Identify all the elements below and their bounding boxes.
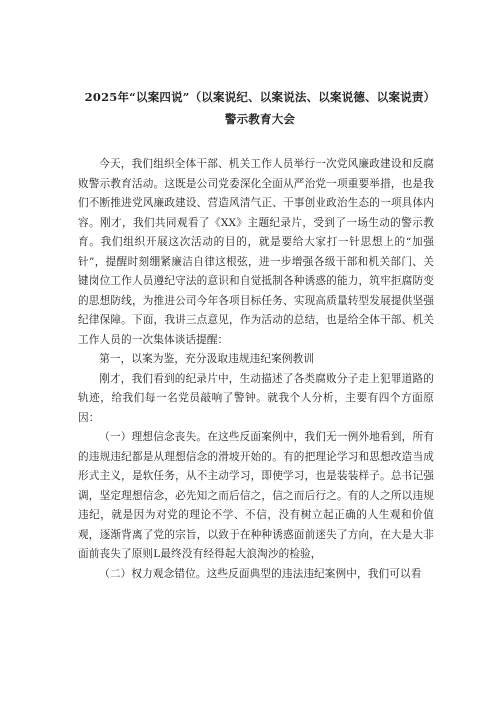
document-title-line-2: 警示教育大会 — [224, 112, 296, 126]
document-body — [78, 155, 434, 584]
paragraph-documentary-analysis: 刚才，我们看到的纪录片中，生动描述了各类腐败分子走上犯罪道路的轨迹，给我们每一名党员敲响了警钟。就我个人分析，主要有四个方面原因： — [78, 372, 434, 424]
section-heading-first: 第一，以案为鉴，充分汲取违规违纪案例教训 — [99, 353, 315, 365]
paragraph-point-one: （一）理想信念丧失。在这些反面案例中，我们无一例外地看到，所有的违规违纪都是从理想信念的滑坡开始的。有的把理论学习和思想改造当成形式主义，是软任务，从不主动学习，即使学习，也是装装样子。总书记强调，坚定理想信念，必先知之而后信之，信之而后行之。有的人之所以违规违纪，就是因为对党的理论不学、不信，没有树立起正确的人生观和价值观，逐渐背离了党的宗旨，以致于在种种诱惑面前迷失了方向，在大是大非面前丧失了原则L最终没有经得起大浪淘沙的检验， — [78, 431, 434, 560]
paragraph-opening: 今天，我们组织全体干部、机关工作人员举行一次党风廉政建设和反腐败警示教育活动。这既是公司党委深化全面从严治党一项重要举措，也是我们不断推进党风廉政建设、营造风清气正、干事创业政治生态的一项具体内容。刚才，我们共同观看了《XX》主题纪录片，受到了一场生动的警示教育。我们组织开展这次活动的目的，就是要给大家打一针思想上的“加强针”，提醒时刻绷紧廉洁自律这根弦，进一步增强各级干部和机关部门、关键岗位工作人员遵纪守法的意识和自觉抵制各种诱惑的能力，筑牢拒腐防变的思想防线，为推进公司今年各项目标任务、实现高质量转型发展提供坚强纪律保障。下面，我讲三点意见，作为活动的总结，也是给全体干部、机关工作人员的一次集体谈话提醒： — [78, 158, 434, 346]
document-title-line-1: 2025年“以案四说”（以案说纪、以案说法、以案说德、以案说责） — [84, 90, 436, 104]
paragraph-point-two: （二）权力观念错位。这些反面典型的违法违纪案例中，我们可以看 — [99, 567, 422, 580]
